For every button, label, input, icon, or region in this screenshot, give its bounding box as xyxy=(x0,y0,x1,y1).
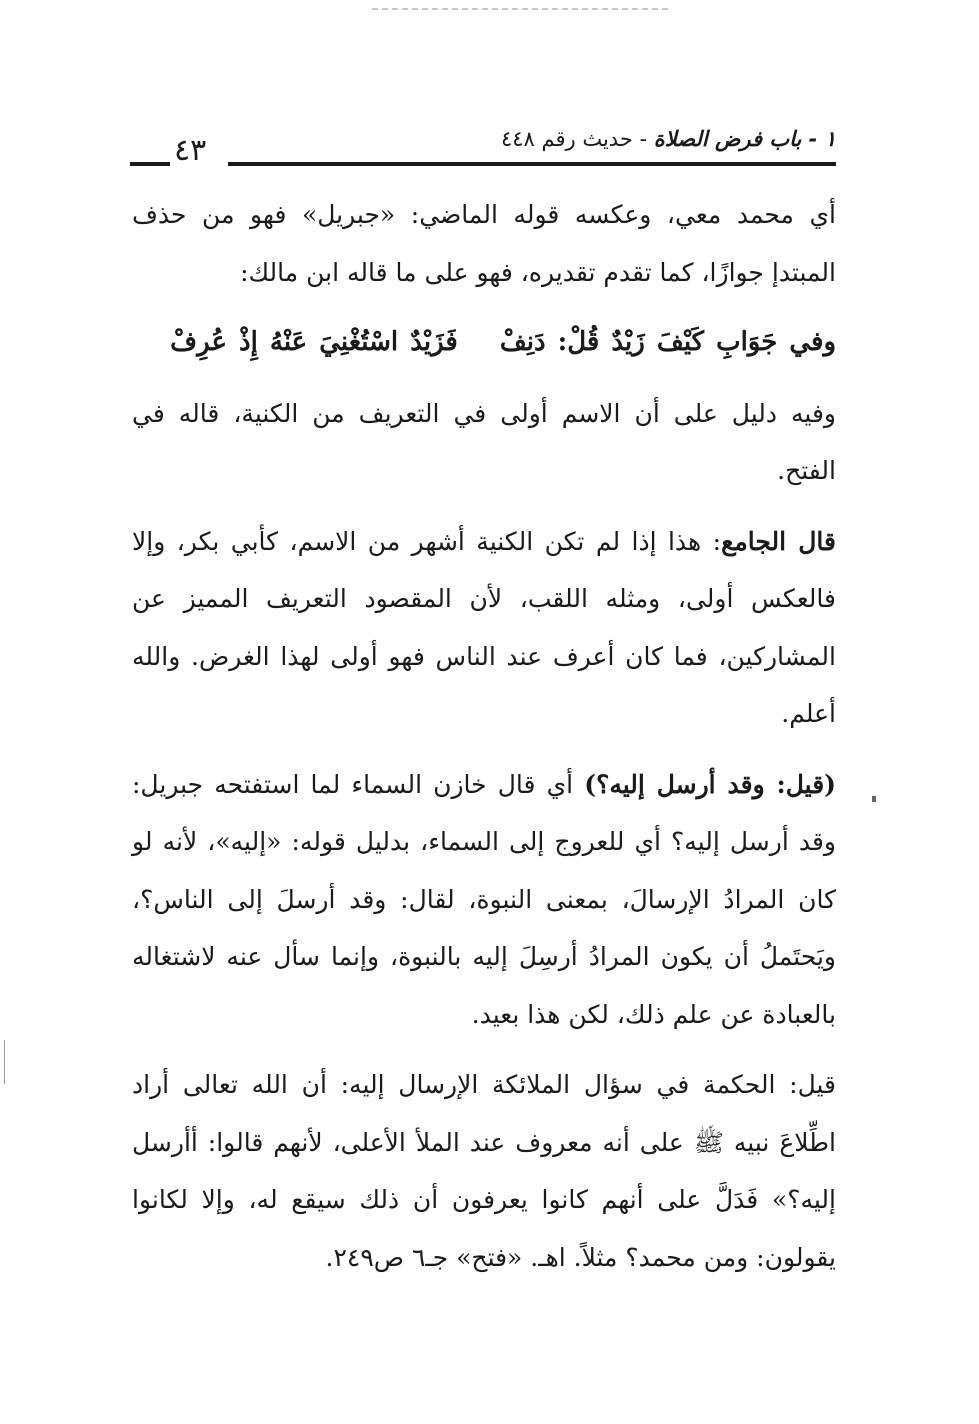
header-rule-short xyxy=(130,162,170,166)
paragraph: قيل: الحكمة في سؤال الملائكة الإرسال إليه: أن الله تعالى أراد اطِّلاعَ نبيه ﷺ على أنه معروف عند الملأ الأعلى، لأنهم قالوا: أأرسل إليه؟» فَدَلَّ على أنهم كانوا يعرفون أن ذلك سيقع له، وإلا لكانوا يقولون: ومن محمد؟ مثلاً. اهـ. «فتح» جـ٦ ص٢٤٩. xyxy=(132,1070,836,1272)
paragraph: أي محمد معي، وعكسه قوله الماضي: «جبريل» فهو من حذف المبتدإ جوازًا، كما تقدم تقديره، فهو على ما قاله ابن مالك: xyxy=(132,200,836,287)
paragraph-lead: (قيل: وقد أرسل إليه؟) xyxy=(584,769,836,799)
running-title xyxy=(501,124,836,154)
paragraph xyxy=(132,513,836,743)
paragraph-text: أي قال خازن السماء لما استفتحه جبريل: وقد أرسل إليه؟ أي للعروج إلى السماء، بدليل قوله: «إليه»، لأنه لو كان المرادُ الإرسالَ، بمعنى النبوة، لقال: وقد أرسلَ إلى الناس؟، ويَحتَملُ أن يكون المرادُ أرسِلَ إليه بالنبوة، وإنما سأل عنه لاشتغاله بالعبادة عن علم ذلك، لكن هذا بعيد. xyxy=(132,769,836,1029)
page-header xyxy=(130,118,836,176)
header-rule-long xyxy=(228,162,836,166)
verse-first-hemistich: وفي جَوَابِ كَيْفَ زَيْدٌ قُلْ: دَنِفْ xyxy=(499,327,836,357)
paragraph: وفيه دليل على أن الاسم أولى في التعريف من الكنية، قاله في الفتح. xyxy=(132,398,836,485)
scan-mark-dot xyxy=(872,796,876,802)
scan-mark-line xyxy=(4,1040,5,1084)
title-separator: - xyxy=(632,127,654,151)
body-text xyxy=(132,186,836,1286)
poem-verse xyxy=(132,314,836,372)
page-number: ٤٣ xyxy=(174,133,207,168)
paragraph-lead: قال الجامع xyxy=(721,526,836,556)
hadith-number: حديث رقم ٤٤٨ xyxy=(500,127,633,151)
paragraph-text: : هذا إذا لم تكن الكنية أشهر من الاسم، كأبي بكر، وإلا فالعكس أولى، ومثله اللقب، لأن المقصود التعريف المميز عن المشاركين، فما كان أعرف عند الناس فهو أولى لهذا الغرض. والله أعلم. xyxy=(132,526,836,728)
verse-second-hemistich: فَزَيْدٌ اسْتُغْنِيَ عَنْهُ إِذْ عُرِفْ xyxy=(170,327,458,357)
chapter-title: ١ - باب فرض الصلاة xyxy=(653,127,836,151)
paragraph xyxy=(132,756,836,1044)
top-edge-dashes xyxy=(372,8,668,10)
